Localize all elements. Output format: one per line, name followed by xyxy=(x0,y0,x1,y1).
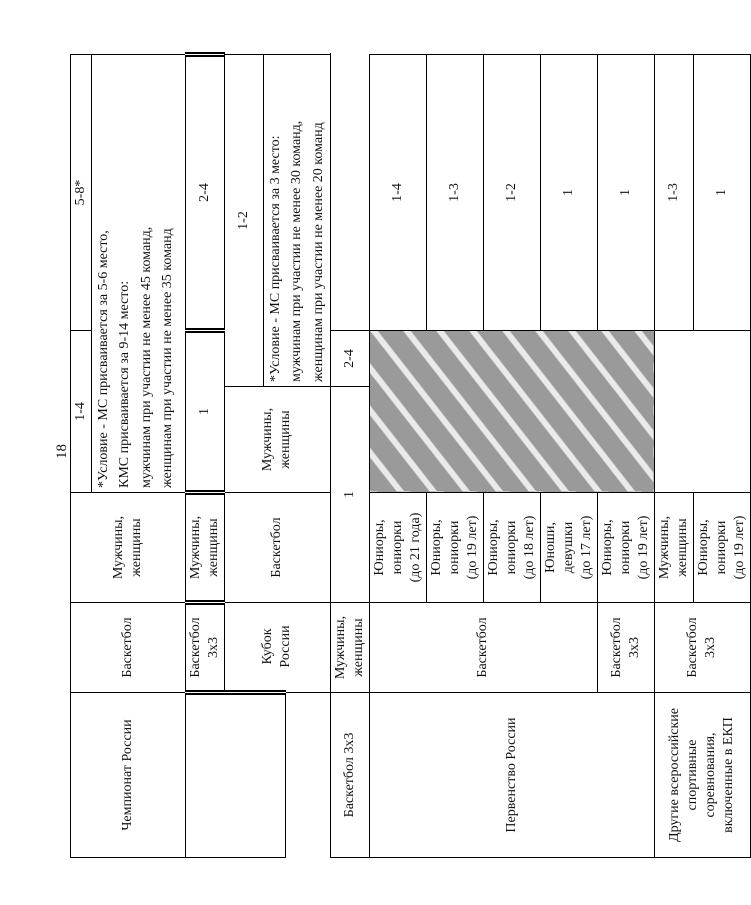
group-cell xyxy=(369,493,426,603)
group-cell xyxy=(426,493,483,603)
note-line: мужчинам при участии не менее 30 команд, xyxy=(289,120,305,382)
group-line: (до 21 года) xyxy=(407,512,423,583)
competition-line: спортивные соревнования, xyxy=(685,732,719,818)
page-number: 18 xyxy=(54,444,70,460)
group-line: Юниоры, юниорки xyxy=(599,519,633,576)
group-cell: Мужчины, женщины xyxy=(186,493,225,603)
note-line: женщинам при участии не менее 20 команд xyxy=(310,122,326,382)
discipline-cell: Баскетбол 3х3 xyxy=(654,603,750,693)
group-line: Юниоры, юниорки xyxy=(371,519,405,576)
discipline-cell: Баскетбол xyxy=(369,603,597,693)
note-line: КМС присваивается за 9-14 место: xyxy=(117,280,133,488)
kms-place-cell: 1-3 xyxy=(426,54,483,330)
note-line: мужчинам при участии не менее 45 команд, xyxy=(138,226,154,488)
discipline-cell: Баскетбол xyxy=(71,603,186,693)
condition-note xyxy=(264,54,331,386)
discipline-cell: Баскетбол xyxy=(225,493,331,603)
note-line: *Условие - МС присваивается за 3 место: xyxy=(268,135,283,382)
sports-classification-table xyxy=(70,54,751,858)
competition-cell: Чемпионат России xyxy=(71,693,186,858)
kms-place-cell: 2-4 xyxy=(186,54,225,330)
empty-cell xyxy=(654,330,750,492)
group-line: Юниоры, юниорки xyxy=(485,519,519,576)
note-line: женщинам при участии не менее 35 команд xyxy=(159,228,175,488)
group-cell: Мужчины, женщины xyxy=(330,603,369,693)
rotated-landscape-page xyxy=(70,55,747,858)
document-table-container xyxy=(70,55,747,858)
kms-place-cell: 1-2 xyxy=(483,54,540,330)
group-cell xyxy=(483,493,540,603)
condition-note xyxy=(92,54,186,492)
ms-place-cell: 1-4 xyxy=(71,330,92,492)
discipline-cell: Баскетбол 3х3 xyxy=(597,603,654,693)
note-line: *Условие - МС присваивается за 5-6 место, xyxy=(96,230,111,488)
competition-line: Другие всероссийские xyxy=(667,708,683,842)
group-cell xyxy=(540,493,597,603)
competition-cell: Кубок России xyxy=(225,603,331,693)
group-line: Юноши, девушки xyxy=(542,521,576,574)
kms-place-cell: 1 xyxy=(693,54,750,330)
ms-place-cell: 1-2 xyxy=(225,54,264,386)
kms-place-cell: 1-4 xyxy=(369,54,426,330)
group-cell: Мужчины, женщины xyxy=(654,493,693,603)
hatched-empty-cell xyxy=(369,330,654,492)
group-cell xyxy=(597,493,654,603)
competition-cell xyxy=(654,693,750,858)
kms-place-cell: 2-4 xyxy=(330,330,369,386)
group-line: (до 18 лет) xyxy=(521,515,537,580)
group-line: Юниоры, юниорки xyxy=(695,519,729,576)
group-line: (до 19 лет) xyxy=(635,515,651,580)
competition-cell xyxy=(186,693,286,858)
group-cell: Мужчины, женщины xyxy=(71,493,186,603)
group-line: (до 19 лет) xyxy=(731,515,747,580)
discipline-cell: Баскетбол 3х3 xyxy=(330,693,369,858)
kms-place-cell: 5-8* xyxy=(71,54,92,330)
ms-place-cell: 1 xyxy=(330,387,369,603)
group-line: (до 19 лет) xyxy=(464,515,480,580)
discipline-cell: Баскетбол 3х3 xyxy=(186,603,225,693)
ms-place-cell: 1 xyxy=(186,330,225,492)
kms-place-cell: 1 xyxy=(597,54,654,330)
kms-place-cell: 1 xyxy=(540,54,597,330)
group-cell xyxy=(693,493,750,603)
group-cell: Мужчины, женщины xyxy=(225,387,331,493)
competition-cell: Первенство России xyxy=(369,693,654,858)
competition-line: включенные в ЕКП xyxy=(721,717,737,833)
group-line: Юниоры, юниорки xyxy=(428,519,462,576)
group-line: (до 17 лет) xyxy=(578,515,594,580)
kms-place-cell: 1-3 xyxy=(654,54,693,330)
